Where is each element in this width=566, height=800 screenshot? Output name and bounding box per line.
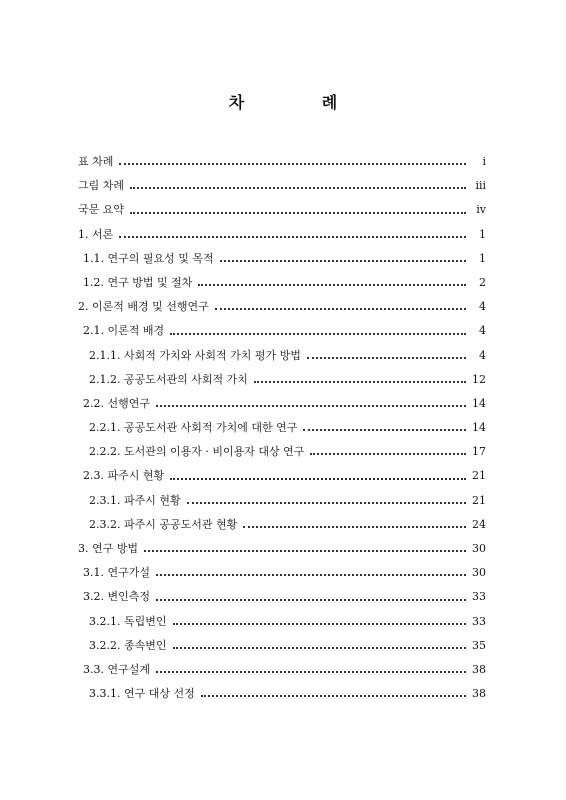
toc-entry[interactable]: [78, 682, 486, 706]
toc-entry-label: 2.1.1. 사회적 가치와 사회적 가치 평가 방법: [89, 348, 301, 362]
toc-entry[interactable]: [78, 271, 486, 295]
toc-entry-page: i: [482, 155, 486, 168]
toc-entry[interactable]: [78, 658, 486, 682]
toc-leader-dots: [130, 187, 466, 189]
toc-leader-dots: [201, 695, 466, 697]
toc-entry-page: 1: [479, 227, 486, 241]
toc-entry-label: 3.1. 연구가설: [83, 566, 150, 580]
toc-entry[interactable]: [78, 295, 486, 319]
toc-entry-label: 3. 연구 방법: [78, 542, 138, 555]
toc-leader-dots: [156, 599, 466, 601]
toc-entry-page: 4: [479, 348, 486, 362]
toc-entry[interactable]: [78, 247, 486, 271]
toc-entry[interactable]: [78, 174, 486, 198]
toc-entry-label: 1. 서론: [78, 227, 114, 241]
toc-entry-label: 2.2. 선행연구: [83, 396, 150, 410]
toc-entry-page: 17: [472, 445, 486, 459]
toc-entry[interactable]: [78, 198, 486, 222]
toc-entry-label: 2.3.1. 파주시 현황: [89, 493, 181, 507]
toc-entry-page: iv: [476, 203, 486, 217]
toc-entry[interactable]: [78, 464, 486, 488]
toc-leader-dots: [170, 478, 466, 480]
toc-entry-label: 2. 이론적 배경 및 선행연구: [78, 300, 209, 314]
toc-leader-dots: [254, 381, 466, 383]
toc-entry-label: 3.2.1. 독립변인: [89, 614, 167, 628]
toc-entry-label: 그림 차례: [78, 179, 125, 193]
toc-leader-dots: [307, 357, 466, 359]
toc-entry[interactable]: [78, 537, 486, 561]
toc-entry-label: 2.3. 파주시 현황: [83, 469, 165, 483]
toc-leader-dots: [156, 671, 466, 673]
toc-entry[interactable]: [78, 344, 486, 368]
toc-entry-page: 1: [479, 251, 486, 265]
toc-entry-label: 3.3. 연구설계: [83, 662, 150, 676]
toc-entry[interactable]: [78, 150, 486, 174]
toc-entry-label: 3.3.1. 연구 대상 선정: [89, 687, 195, 701]
toc-leader-dots: [303, 429, 466, 431]
toc-leader-dots: [119, 236, 466, 238]
toc-entry-page: 2: [479, 275, 486, 289]
toc-leader-dots: [220, 260, 466, 262]
toc-leader-dots: [173, 623, 467, 625]
toc-leader-dots: [215, 308, 466, 310]
toc-leader-dots: [156, 574, 466, 576]
page-title: 차 례: [228, 93, 374, 112]
toc-leader-dots: [170, 333, 466, 335]
toc-entry-page: iii: [475, 179, 486, 193]
toc-entry-label: 2.3.2. 파주시 공공도서관 현황: [89, 517, 238, 531]
toc-entry[interactable]: [78, 489, 486, 513]
table-of-contents: [78, 150, 486, 706]
toc-entry-page: 38: [472, 662, 486, 676]
toc-entry-page: 21: [472, 493, 486, 507]
toc-entry-page: 4: [479, 324, 486, 338]
toc-entry-page: 38: [472, 687, 486, 701]
toc-entry-label: 2.2.2. 도서관의 이용자 · 비이용자 대상 연구: [89, 445, 305, 459]
toc-entry-label: 2.1. 이론적 배경: [83, 324, 165, 338]
toc-entry[interactable]: [78, 561, 486, 585]
toc-entry[interactable]: [78, 440, 486, 464]
toc-entry[interactable]: [78, 585, 486, 609]
toc-entry[interactable]: [78, 634, 486, 658]
toc-entry-page: 14: [472, 421, 486, 435]
toc-entry-page: 33: [472, 614, 486, 628]
toc-entry-label: 표 차례: [78, 155, 114, 168]
toc-entry-label: 2.1.2. 공공도서관의 사회적 가치: [89, 372, 248, 386]
toc-entry[interactable]: [78, 610, 486, 634]
toc-leader-dots: [310, 453, 466, 455]
toc-entry-page: 4: [479, 300, 486, 314]
toc-leader-dots: [187, 502, 466, 504]
toc-leader-dots: [173, 647, 467, 649]
toc-entry[interactable]: [78, 416, 486, 440]
toc-entry-label: 3.2.2. 종속변인: [89, 638, 167, 652]
toc-entry[interactable]: [78, 392, 486, 416]
toc-entry-label: 1.1. 연구의 필요성 및 목적: [83, 251, 214, 265]
toc-leader-dots: [119, 163, 466, 165]
toc-leader-dots: [198, 284, 466, 286]
toc-entry-label: 국문 요약: [78, 203, 125, 217]
toc-leader-dots: [156, 405, 466, 407]
toc-entry-label: 2.2.1. 공공도서관 사회적 가치에 대한 연구: [89, 421, 298, 435]
toc-entry-label: 1.2. 연구 방법 및 절차: [83, 275, 193, 289]
toc-entry-page: 35: [472, 638, 486, 652]
toc-leader-dots: [130, 212, 466, 214]
toc-entry[interactable]: [78, 368, 486, 392]
toc-entry-label: 3.2. 변인측정: [83, 590, 150, 604]
toc-entry[interactable]: [78, 513, 486, 537]
toc-leader-dots: [243, 526, 466, 528]
toc-entry-page: 30: [472, 566, 486, 580]
toc-entry-page: 24: [472, 517, 486, 531]
toc-entry-page: 12: [472, 372, 486, 386]
toc-entry[interactable]: [78, 223, 486, 247]
toc-entry[interactable]: [78, 319, 486, 343]
toc-entry-page: 33: [472, 590, 486, 604]
toc-entry-page: 21: [472, 469, 486, 483]
toc-leader-dots: [144, 550, 466, 552]
toc-entry-page: 14: [472, 396, 486, 410]
toc-entry-page: 30: [472, 542, 486, 555]
